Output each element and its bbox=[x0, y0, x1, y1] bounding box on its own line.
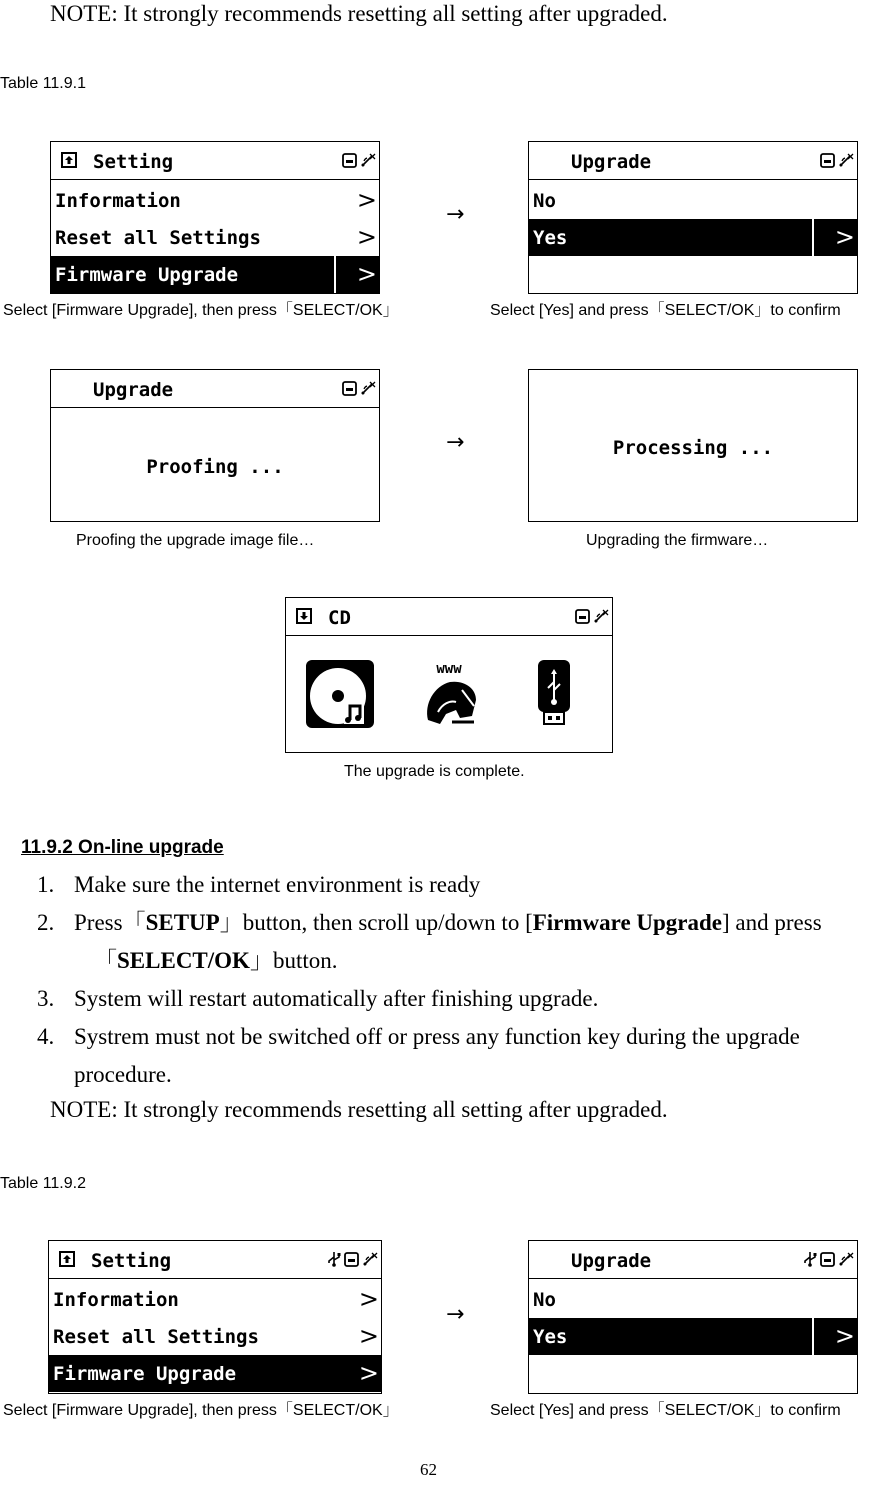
list-number: 1. bbox=[37, 872, 55, 897]
menu-item-label: Firmware Upgrade bbox=[53, 1363, 237, 1385]
upgrade-confirm-screen-usb bbox=[528, 1240, 858, 1394]
list-number: 3. bbox=[37, 986, 55, 1011]
list-number: 2. bbox=[37, 910, 55, 935]
menu-item-label: Reset all Settings bbox=[55, 227, 261, 249]
caption-select-firmware-upgrade: Select [Firmware Upgrade], then press「SELECT/OK」 bbox=[3, 302, 399, 319]
list-text: Press「 bbox=[74, 910, 146, 935]
setup-button-label: SETUP bbox=[145, 910, 220, 935]
setting-screen bbox=[50, 141, 380, 294]
caption-select-yes: Select [Yes] and press「SELECT/OK」to confirm bbox=[490, 302, 841, 319]
home-screen bbox=[285, 597, 613, 753]
status-icons bbox=[820, 152, 854, 168]
screen-title: Upgrade bbox=[93, 379, 174, 401]
option-label: No bbox=[533, 1289, 556, 1311]
chevron-right-icon: > bbox=[834, 1322, 855, 1350]
instruction-list bbox=[21, 866, 891, 1094]
list-item bbox=[21, 1018, 891, 1056]
list-text: Make sure the internet environment is ready bbox=[74, 872, 481, 897]
option-label: No bbox=[533, 190, 556, 212]
usb-drive-icon[interactable] bbox=[534, 660, 574, 726]
chevron-right-icon: > bbox=[834, 223, 855, 251]
list-item bbox=[21, 980, 891, 1018]
table-label-1: Table 11.9.1 bbox=[0, 75, 86, 92]
processing-message: Processing ... bbox=[612, 437, 774, 459]
menu-item-information[interactable] bbox=[51, 182, 379, 219]
page-number: 62 bbox=[420, 1460, 437, 1479]
divider bbox=[812, 219, 814, 256]
network-disconnected-icon bbox=[360, 380, 376, 396]
up-arrow-box-icon bbox=[61, 152, 77, 168]
list-text: 「 bbox=[94, 948, 117, 973]
title-bar bbox=[51, 142, 379, 180]
divider bbox=[334, 256, 336, 293]
proofing-screen bbox=[50, 369, 380, 522]
proofing-message: Proofing ... bbox=[146, 456, 284, 478]
storage-icon bbox=[820, 153, 835, 168]
flow-arrow: → bbox=[446, 1302, 465, 1327]
screen-title: Setting bbox=[93, 151, 174, 173]
network-disconnected-icon bbox=[593, 608, 609, 624]
menu-item-label: Information bbox=[55, 190, 181, 212]
storage-icon bbox=[342, 381, 357, 396]
screen-title: CD bbox=[328, 607, 351, 629]
section-heading: 11.9.2 On-line upgrade bbox=[21, 837, 224, 858]
chevron-right-icon: > bbox=[358, 1359, 379, 1387]
divider bbox=[812, 1318, 814, 1355]
chevron-right-icon: > bbox=[358, 1322, 379, 1350]
option-no[interactable] bbox=[529, 1281, 857, 1318]
status-icons bbox=[575, 608, 609, 624]
network-disconnected-icon bbox=[838, 1251, 854, 1267]
list-item-continuation bbox=[21, 1056, 891, 1094]
caption-select-firmware-upgrade: Select [Firmware Upgrade], then press「SELECT/OK」 bbox=[3, 1402, 399, 1419]
title-bar bbox=[51, 370, 379, 408]
menu-item-information[interactable] bbox=[49, 1281, 381, 1318]
list-text: Systrem must not be switched off or press any function key during the upgrade bbox=[74, 1024, 800, 1049]
section-note: NOTE: It strongly recommends resetting all setting after upgraded. bbox=[50, 1097, 668, 1122]
screen-title: Setting bbox=[91, 1250, 172, 1272]
flow-arrow: → bbox=[446, 202, 465, 227]
menu-item-label: Firmware Upgrade bbox=[55, 264, 239, 286]
svg-text:www: www bbox=[436, 661, 462, 677]
network-disconnected-icon bbox=[362, 1251, 378, 1267]
list-text: System will restart automatically after finishing upgrade. bbox=[74, 986, 599, 1011]
usb-icon bbox=[803, 1251, 817, 1267]
cd-music-icon[interactable] bbox=[306, 660, 374, 728]
caption-proofing: Proofing the upgrade image file… bbox=[76, 532, 315, 549]
title-bar bbox=[286, 598, 612, 636]
list-item bbox=[21, 866, 891, 904]
title-bar bbox=[49, 1241, 381, 1279]
menu-item-reset-all-settings[interactable] bbox=[51, 219, 379, 256]
title-bar bbox=[529, 142, 857, 180]
option-yes[interactable] bbox=[529, 219, 857, 256]
network-disconnected-icon bbox=[360, 152, 376, 168]
list-text: procedure. bbox=[74, 1062, 172, 1087]
status-icons bbox=[803, 1251, 854, 1267]
status-icons bbox=[327, 1251, 378, 1267]
list-item-continuation bbox=[41, 942, 891, 980]
list-item bbox=[21, 904, 891, 942]
menu-item-label: Information bbox=[53, 1289, 179, 1311]
list-text: 」button. bbox=[249, 948, 338, 973]
menu-item-firmware-upgrade[interactable] bbox=[49, 1355, 381, 1392]
storage-icon bbox=[820, 1252, 835, 1267]
menu-item-firmware-upgrade[interactable] bbox=[51, 256, 379, 293]
chevron-right-icon: > bbox=[358, 1285, 379, 1313]
chevron-right-icon: > bbox=[356, 223, 377, 251]
table-label-2: Table 11.9.2 bbox=[0, 1175, 86, 1192]
processing-screen bbox=[528, 369, 858, 522]
down-arrow-box-icon bbox=[296, 608, 312, 624]
status-icons bbox=[342, 152, 376, 168]
chevron-right-icon: > bbox=[356, 186, 377, 214]
storage-icon bbox=[344, 1252, 359, 1267]
list-number: 4. bbox=[37, 1024, 55, 1049]
screen-title: Upgrade bbox=[571, 151, 652, 173]
chevron-right-icon: > bbox=[356, 260, 377, 288]
option-label: Yes bbox=[533, 1326, 568, 1348]
option-label: Yes bbox=[533, 227, 568, 249]
flow-arrow: → bbox=[446, 430, 465, 455]
firmware-upgrade-label: Firmware Upgrade bbox=[532, 910, 723, 935]
status-icons bbox=[342, 380, 376, 396]
usb-icon bbox=[327, 1251, 341, 1267]
caption-upgrading: Upgrading the firmware… bbox=[586, 532, 769, 549]
caption-upgrade-complete: The upgrade is complete. bbox=[344, 763, 525, 780]
network-disconnected-icon bbox=[838, 152, 854, 168]
top-note: NOTE: It strongly recommends resetting all setting after upgraded. bbox=[50, 1, 668, 26]
select-ok-button-label: SELECT/OK bbox=[117, 948, 250, 973]
option-yes[interactable] bbox=[529, 1318, 857, 1355]
storage-icon bbox=[342, 153, 357, 168]
option-no[interactable] bbox=[529, 182, 857, 219]
title-bar bbox=[529, 1241, 857, 1279]
setting-screen-usb bbox=[48, 1240, 382, 1394]
caption-select-yes: Select [Yes] and press「SELECT/OK」to confirm bbox=[490, 1402, 841, 1419]
screen-title: Upgrade bbox=[571, 1250, 652, 1272]
menu-item-label: Reset all Settings bbox=[53, 1326, 259, 1348]
list-text: ] and press bbox=[722, 910, 822, 935]
internet-radio-icon[interactable] bbox=[416, 660, 482, 728]
upgrade-confirm-screen bbox=[528, 141, 858, 294]
up-arrow-box-icon bbox=[59, 1251, 75, 1267]
menu-item-reset-all-settings[interactable] bbox=[49, 1318, 381, 1355]
list-text: 」button, then scroll up/down to [ bbox=[219, 910, 533, 935]
storage-icon bbox=[575, 609, 590, 624]
